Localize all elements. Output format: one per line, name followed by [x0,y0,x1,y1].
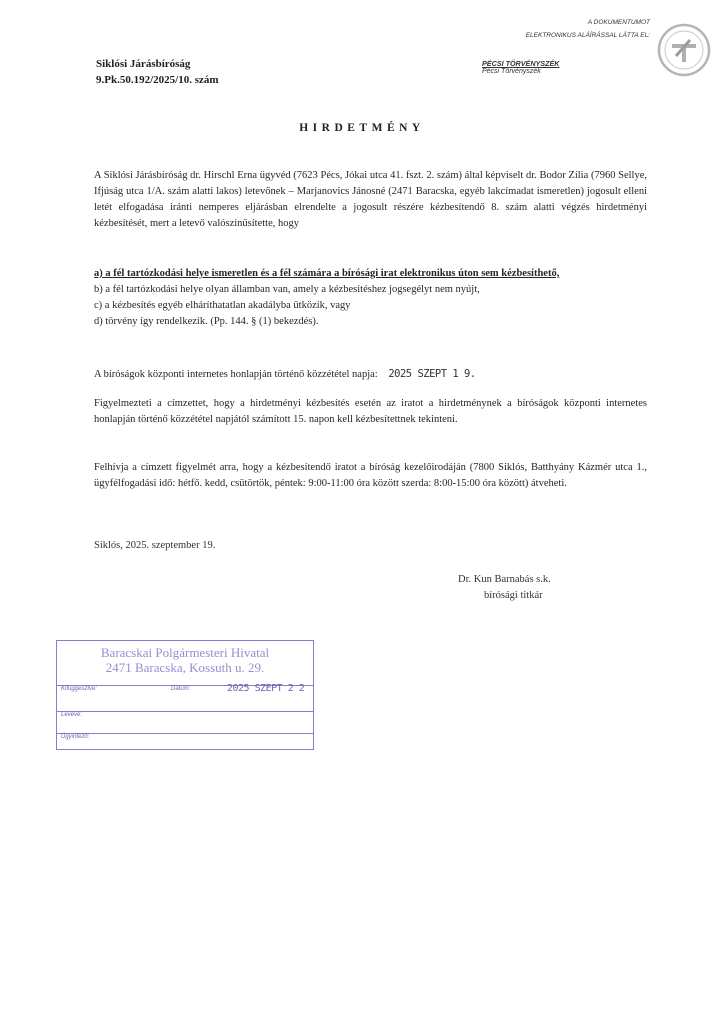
office-stamp-name [57,641,313,675]
notice-paragraph: Figyelmezteti a címzettet, hogy a hirdetményi kézbesítés esetén az iratot a hirdetménynek a bíróságok központi internetes honlapján történő közzététel napjától számított 15. napon kell kézbesítettnek tekinteni. [94,398,647,425]
office-stamp [56,640,314,750]
publication-date: 2025 SZEPT 1 9. [388,368,476,380]
case-number: 9.Pk.50.192/2025/10. szám [96,74,219,86]
e-signature-line2: ELEKTRONIKUS ALÁÍRÁSSAL LÁTTA EL: [525,32,650,39]
court-seal-icon [656,22,712,78]
office-stamp-removed-label: Levévé: [61,712,83,718]
publication-label: A bíróságok központi internetes honlapján történő közzététel napja: [94,369,378,380]
e-signature-line1: A DOKUMENTUMOT [587,19,650,26]
court-signer-main: PÉCSI TÖRVÉNYSZÉK [482,59,560,68]
signer-name: Dr. Kun Barnabás s.k. [458,574,551,585]
publication-line [94,366,647,383]
signer-role: bírósági titkár [484,590,543,601]
office-stamp-row-removed [57,711,313,731]
condition-a: a) a fél tartózkodási helye ismeretlen és a fél számára a bírósági irat elektronikus úton sem kézbesíthető, [94,268,560,279]
office-stamp-line1: Baracskai Polgármesteri Hivatal [100,645,270,660]
court-name: Siklósi Járásbíróság [96,58,191,70]
office-stamp-date-label: Dátum: [171,686,191,692]
conditions-list [94,266,647,330]
page-title: HIRDETMÉNY [299,122,425,134]
document-header [96,56,219,88]
condition-b: b) a fél tartózkodási helye olyan államban van, amely a kézbesítéshez jogsegélyt nem nyújt, [94,284,480,295]
court-signer [482,60,559,76]
office-stamp-row-case [57,733,313,747]
office-stamp-date-value: 2025 SZEPT 2 2 [227,683,305,694]
office-stamp-case-label: Ügyintéző: [61,734,90,740]
place-date: Siklós, 2025. szeptember 19. [94,540,216,551]
court-signer-sub: Pécsi Törvényszék [482,68,541,75]
office-stamp-line2: 2471 Baracska, Kossuth u. 29. [105,660,265,675]
condition-d: d) törvény így rendelkezik. (Pp. 144. § (1) bekezdés). [94,316,319,327]
office-stamp-posted-label: Kifüggesztve: [61,686,98,692]
signature-block [458,572,551,604]
e-signature-stamp [500,16,650,42]
intro-paragraph: A Siklósi Járásbíróság dr. Hirschl Erna ügyvéd (7623 Pécs, Jókai utca 41. fszt. 2. szám) által képviselt dr. Bodor Zília (7960 Sellye, Ifjúság utca 1/A. szám alatti lakos) letevőnek – Marjanovics Jánosné (2471 Baracska, egyéb lakcímadat ismeretlen) jogosult elleni letét elfogadása iránti nemperes eljárásban elrendelte a jogosult részére kézbesítendő 8. szám alatti végzés hirdetményi kézbesítését, mert a letevő valószínűsítette, hogy [94,170,647,229]
office-stamp-row-posted [57,685,313,707]
pickup-paragraph: Felhívja a címzett figyelmét arra, hogy a kézbesítendő iratot a bíróság kezelőirodáján (7800 Siklós, Batthyány Kázmér utca 1., ügyfélfogadási idő: hétfő. kedd, csütörtök, péntek: 9:00-11:00 óra között szerda: 8:00-15:00 óra között) átveheti. [94,462,647,489]
condition-c: c) a kézbesítés egyéb elháríthatatlan akadályba ütközik, vagy [94,300,351,311]
